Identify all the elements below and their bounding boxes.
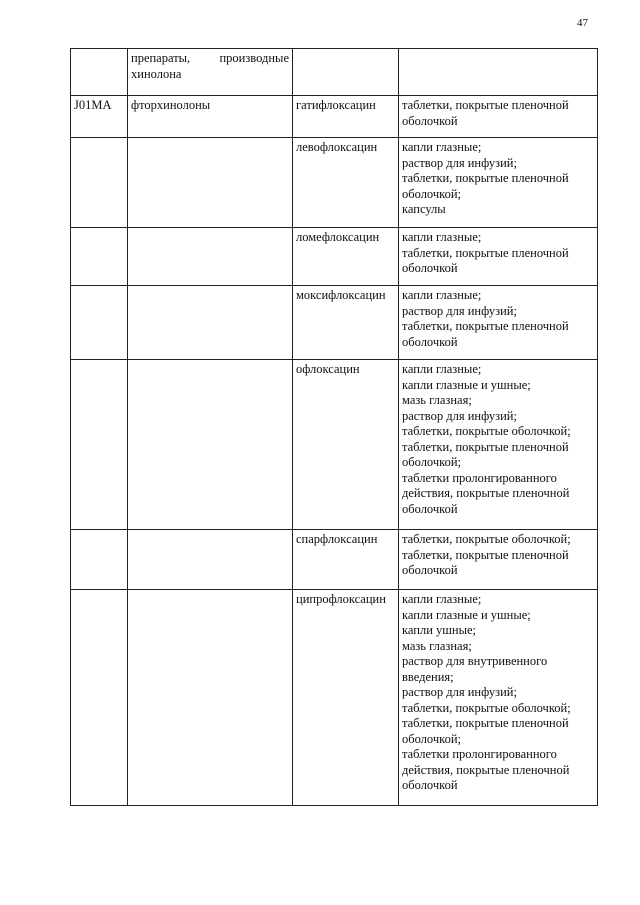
drug-name-cell: гатифлоксацин (293, 96, 399, 138)
drug-name-cell: ципрофлоксацин (293, 590, 399, 806)
dosage-form: капли глазные; (402, 362, 482, 376)
dosage-form: таблетки, покрытые пленочной оболочкой (402, 98, 569, 128)
dosage-form: раствор для инфузий; (402, 685, 517, 699)
dosage-form: таблетки, покрытые пленочной оболочкой (402, 245, 569, 275)
dosage-forms-cell (399, 138, 598, 228)
dosage-form: таблетки, покрытые оболочкой; (402, 532, 571, 546)
table-row (71, 49, 598, 96)
drug-classification-table (70, 48, 598, 806)
drug-name-cell: моксифлоксацин (293, 286, 399, 360)
group-cell: препараты, производные хинолона (128, 49, 293, 96)
drug-name-cell (293, 49, 399, 96)
group-cell (128, 286, 293, 360)
group-cell (128, 228, 293, 286)
dosage-forms-cell (399, 49, 598, 96)
dosage-form: раствор для инфузий; (402, 155, 517, 170)
dosage-form: мазь глазная; (402, 393, 472, 407)
dosage-form: капли глазные и ушные; (402, 607, 531, 622)
drug-name-cell: офлоксацин (293, 360, 399, 530)
group-cell: фторхинолоны (128, 96, 293, 138)
dosage-form: капли глазные; (402, 230, 482, 244)
dosage-form: таблетки, покрытые пленочной оболочкой (402, 547, 569, 577)
atc-code-cell (71, 286, 128, 360)
dosage-form: капсулы (402, 202, 446, 216)
drug-name-cell: левофлоксацин (293, 138, 399, 228)
dosage-form: таблетки, покрытые пленочной оболочкой; (402, 716, 569, 746)
drug-name-cell: спарфлоксацин (293, 530, 399, 590)
dosage-form: таблетки пролонгированного действия, покрытые пленочной оболочкой (402, 470, 570, 516)
dosage-form: капли глазные и ушные; (402, 377, 531, 392)
dosage-form: таблетки, покрытые оболочкой; (402, 424, 571, 438)
dosage-forms-cell (399, 286, 598, 360)
table-row (71, 96, 598, 138)
group-cell (128, 138, 293, 228)
dosage-forms-cell (399, 96, 598, 138)
table-row (71, 286, 598, 360)
atc-code-cell (71, 228, 128, 286)
dosage-forms-cell (399, 530, 598, 590)
table-row (71, 590, 598, 806)
table-row (71, 360, 598, 530)
group-cell (128, 530, 293, 590)
dosage-form: таблетки, покрытые оболочкой; (402, 700, 571, 715)
atc-code-cell (71, 530, 128, 590)
dosage-form: раствор для внутривенного введения; (402, 654, 548, 684)
dosage-form: таблетки, покрытые пленочной оболочкой; (402, 439, 569, 469)
dosage-form: капли глазные; (402, 592, 482, 606)
atc-code-cell (71, 49, 128, 96)
atc-code-cell: J01MA (71, 96, 128, 138)
table-row (71, 530, 598, 590)
dosage-forms-cell (399, 228, 598, 286)
dosage-form: таблетки, покрытые пленочной оболочкой (402, 319, 569, 349)
dosage-form: мазь глазная; (402, 638, 472, 653)
dosage-form: капли ушные; (402, 623, 476, 637)
drug-name-cell: ломефлоксацин (293, 228, 399, 286)
table-row (71, 138, 598, 228)
group-cell (128, 590, 293, 806)
table-row (71, 228, 598, 286)
dosage-forms-cell (399, 590, 598, 806)
dosage-form: раствор для инфузий; (402, 303, 517, 318)
atc-code-cell (71, 590, 128, 806)
dosage-form: капли глазные; (402, 288, 482, 302)
atc-code-cell (71, 138, 128, 228)
dosage-form: таблетки, покрытые пленочной оболочкой; (402, 171, 569, 201)
dosage-form: таблетки пролонгированного действия, покрытые пленочной оболочкой (402, 747, 570, 792)
atc-code-cell (71, 360, 128, 530)
group-cell (128, 360, 293, 530)
page-number: 47 (577, 17, 588, 29)
dosage-form: раствор для инфузий; (402, 408, 517, 423)
dosage-form: капли глазные; (402, 140, 482, 154)
dosage-forms-cell (399, 360, 598, 530)
